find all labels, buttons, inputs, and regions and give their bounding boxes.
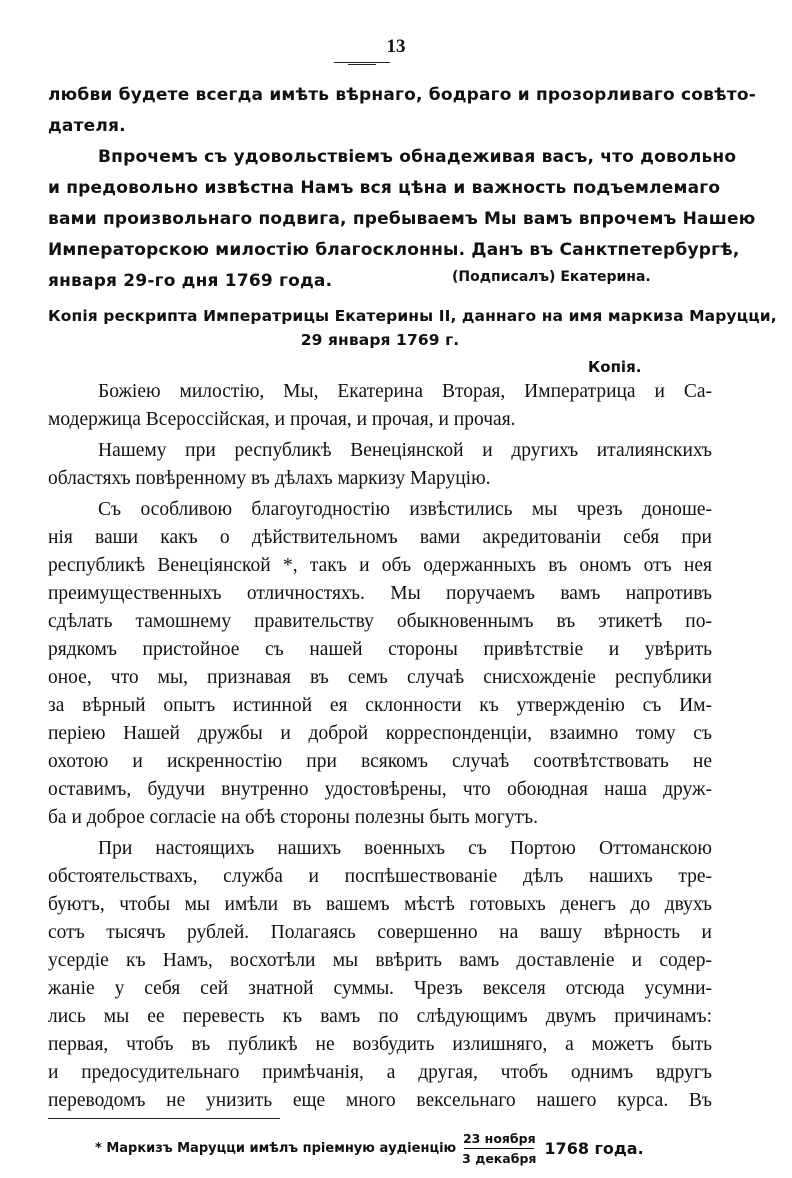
text-line: нія ваши какъ о дѣйствительномъ вами акредитованіи себя при bbox=[48, 527, 712, 548]
text-line: Впрочемъ съ удовольствіемъ обнадеживая васъ, что довольно bbox=[98, 147, 737, 167]
text-line: преимущественныхъ отличностяхъ. Мы поручаемъ вамъ напротивъ bbox=[48, 583, 712, 604]
footnote-date-top: 23 ноября bbox=[462, 1130, 536, 1146]
text-line: за вѣрный опытъ истинной ея склонности къ утвержденію съ Им- bbox=[48, 695, 712, 716]
text-line: Нашему при республикѣ Венеціянской и другихъ италиянскихъ bbox=[98, 440, 712, 461]
footnote-date-bottom: 3 декабря bbox=[462, 1150, 537, 1166]
text-line: Божіею милостію, Мы, Екатерина Вторая, Императрица и Са- bbox=[98, 381, 712, 402]
text-line: сдѣлать тамошнему правительству обыкновеннымъ въ этикетѣ по- bbox=[48, 611, 712, 632]
footnote-text: * Маркизъ Маруцци имѣлъ пріемную аудіенцію bbox=[95, 1140, 457, 1156]
text-line: обстоятельствахъ, служба и поспѣшествованіе дѣлъ нашихъ тре- bbox=[48, 866, 712, 887]
text-line: дателя. bbox=[48, 116, 126, 136]
page-number-rule-short bbox=[348, 64, 376, 65]
footnote-date-fraction bbox=[462, 1130, 536, 1167]
text-line: и предовольно извѣстна Намъ вся цѣна и важность подъемлемаго bbox=[48, 178, 721, 198]
signature: (Подписалъ) Екатерина. bbox=[452, 269, 651, 285]
text-line: жаніе у себя сей знатной суммы. Чрезъ векселя отсюда усумни- bbox=[48, 978, 712, 999]
text-line: Императорскою милостію благосклонны. Данъ въ Санктпетербургѣ, bbox=[48, 240, 740, 260]
text-line: вами произвольнаго подвига, пребываемъ Мы вамъ впрочемъ Нашею bbox=[48, 209, 756, 229]
text-line: Съ особливою благоугодностію извѣстились мы чрезъ доноше- bbox=[98, 499, 712, 520]
text-line: буютъ, чтобы мы имѣли въ вашемъ мѣстѣ готовыхъ денегъ до двухъ bbox=[48, 894, 712, 915]
text-line: сотъ тысячъ рублей. Полагаясь совершенно на вашу вѣрность и bbox=[48, 922, 712, 943]
page-number-rule bbox=[334, 62, 390, 63]
text-line: усердіе къ Намъ, восхотѣли мы ввѣрить вамъ доставленіе и содер- bbox=[48, 950, 712, 971]
text-line: переводомъ не унизить еще много вексельнаго нашего курса. Въ bbox=[48, 1090, 712, 1111]
text-line: рядкомъ пристойное съ нашей стороны привѣтствіе и увѣрить bbox=[48, 639, 712, 660]
footnote-year: 1768 года. bbox=[544, 1138, 644, 1158]
page-number: 13 bbox=[386, 36, 406, 57]
text-line: и предосудительнаго примѣчанія, а другая, чтобъ однимъ вдругъ bbox=[48, 1062, 712, 1083]
document-title-date: 29 января 1769 г. bbox=[300, 331, 460, 349]
text-line: оставимъ, будучи внутренно удостовѣрены, что обоюдная наша друж- bbox=[48, 779, 712, 800]
copy-label: Копія. bbox=[588, 358, 642, 376]
text-line: любви будете всегда имѣть вѣрнаго, бодраго и прозорливаго совѣто- bbox=[48, 85, 756, 105]
text-line: При настоящихъ нашихъ военныхъ съ Портою Оттоманскою bbox=[98, 838, 712, 859]
footnote bbox=[95, 1118, 644, 1178]
text-line: модержица Всероссійская, и прочая, и прочая, и прочая. bbox=[48, 409, 516, 430]
text-line: ба и доброе согласіе на обѣ стороны полезны быть могутъ. bbox=[48, 807, 539, 828]
text-line: января 29-го дня 1769 года. bbox=[48, 271, 333, 291]
document-title: Копія рескрипта Императрицы Екатерины II, даннаго на имя маркиза Маруцци, bbox=[48, 307, 777, 325]
text-line: оное, что мы, признавая въ семъ случаѣ снисхожденіе республики bbox=[48, 667, 712, 688]
fraction-bar bbox=[464, 1148, 534, 1149]
text-line: періею Нашей дружбы и доброй корреспонденціи, взаимно тому съ bbox=[48, 723, 712, 744]
text-line: республикѣ Венеціянской *, такъ и объ одержанныхъ въ ономъ отъ нея bbox=[48, 555, 712, 576]
text-line: первая, чтобъ въ публикѣ не возбудить излишняго, а можетъ быть bbox=[48, 1034, 712, 1055]
text-line: лись мы ее перевесть къ вамъ по слѣдующимъ двумъ причинамъ: bbox=[48, 1006, 712, 1027]
text-line: областяхъ повѣренному въ дѣлахъ маркизу Маруцію. bbox=[48, 468, 491, 489]
text-line: охотою и искренностію при всякомъ случаѣ соотвѣтствовать не bbox=[48, 751, 712, 772]
